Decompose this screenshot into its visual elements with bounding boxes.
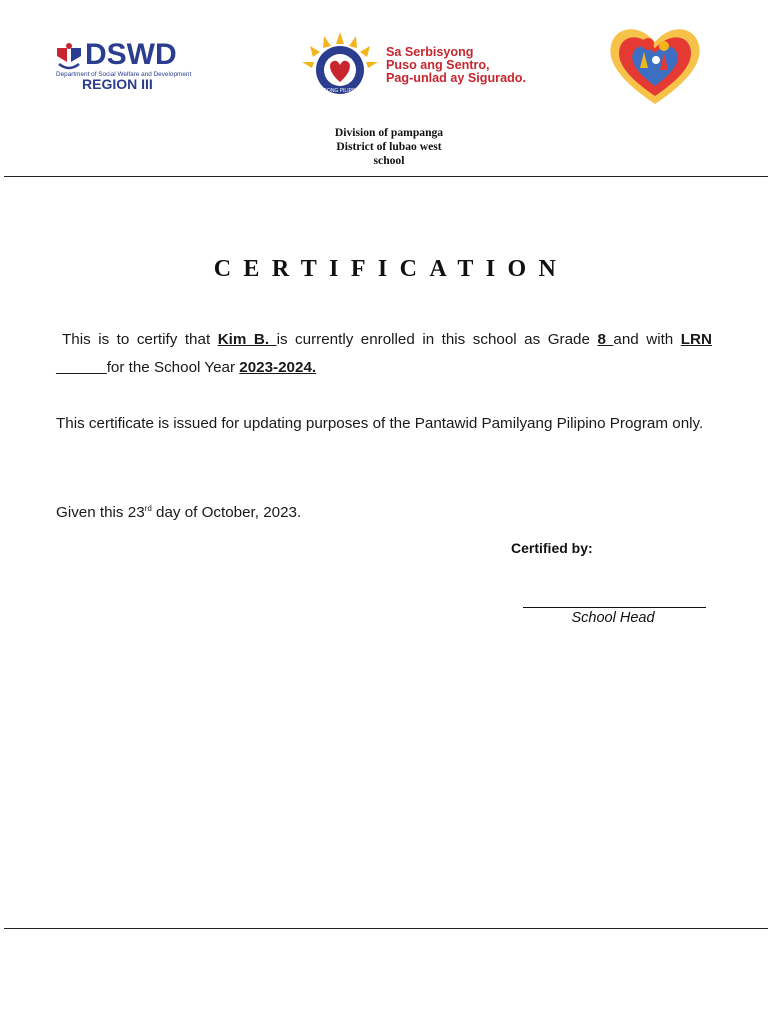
school-header	[0, 126, 768, 168]
lrn-field: LRN ______	[56, 331, 712, 376]
slogan	[386, 46, 526, 85]
signature-line	[523, 607, 706, 608]
slogan-line-1: Sa Serbisyong	[386, 45, 474, 59]
pantawid-heart-logo	[604, 20, 706, 108]
school-year: 2023-2024.	[239, 359, 317, 376]
slogan-line-3: Pag-unlad ay Sigurado.	[386, 71, 526, 85]
footer-divider	[4, 928, 768, 929]
serbisyo-logo	[298, 30, 528, 102]
purpose-statement: This certificate is issued for updating purposes of the Pantawid Pamilyang Pilipino Program only.	[56, 415, 704, 432]
dswd-logo	[54, 40, 194, 96]
grade-level: 8	[597, 331, 614, 348]
student-name: Kim B.	[217, 331, 277, 348]
enrollment-statement	[56, 326, 712, 382]
division-line: Division of pampanga	[334, 126, 444, 139]
p1-intro: This is to certify that	[62, 331, 211, 348]
p1-and-with: and with	[613, 331, 674, 348]
dswd-department: Department of Social Welfare and Development	[56, 71, 192, 78]
signatory-role: School Head	[571, 610, 655, 626]
certificate-title: CERTIFICATION	[213, 256, 569, 282]
family-heart-icon	[604, 20, 706, 108]
day-suffix: rd	[144, 504, 152, 513]
district-line: District of lubao west	[336, 140, 442, 153]
dswd-region: REGION III	[82, 76, 153, 92]
given-suffix: day of October, 2023.	[151, 504, 302, 522]
p1-school-year-label: for the School Year	[106, 359, 236, 376]
issue-date	[56, 495, 712, 527]
school-line: school	[373, 154, 405, 167]
slogan-line-2: Puso ang Sentro,	[386, 58, 490, 72]
bagong-pilipinas-seal-icon	[298, 30, 382, 100]
p1-middle: is currently enrolled in this school as Grade	[276, 331, 590, 348]
dswd-emblem-icon	[54, 42, 84, 72]
dswd-acronym: DSWD	[85, 38, 177, 71]
header-divider	[4, 176, 768, 177]
seal-text: BAGONG PILIPINAS	[316, 88, 364, 94]
given-prefix: Given this 23	[56, 504, 145, 522]
certified-by-label: Certified by:	[511, 540, 593, 556]
